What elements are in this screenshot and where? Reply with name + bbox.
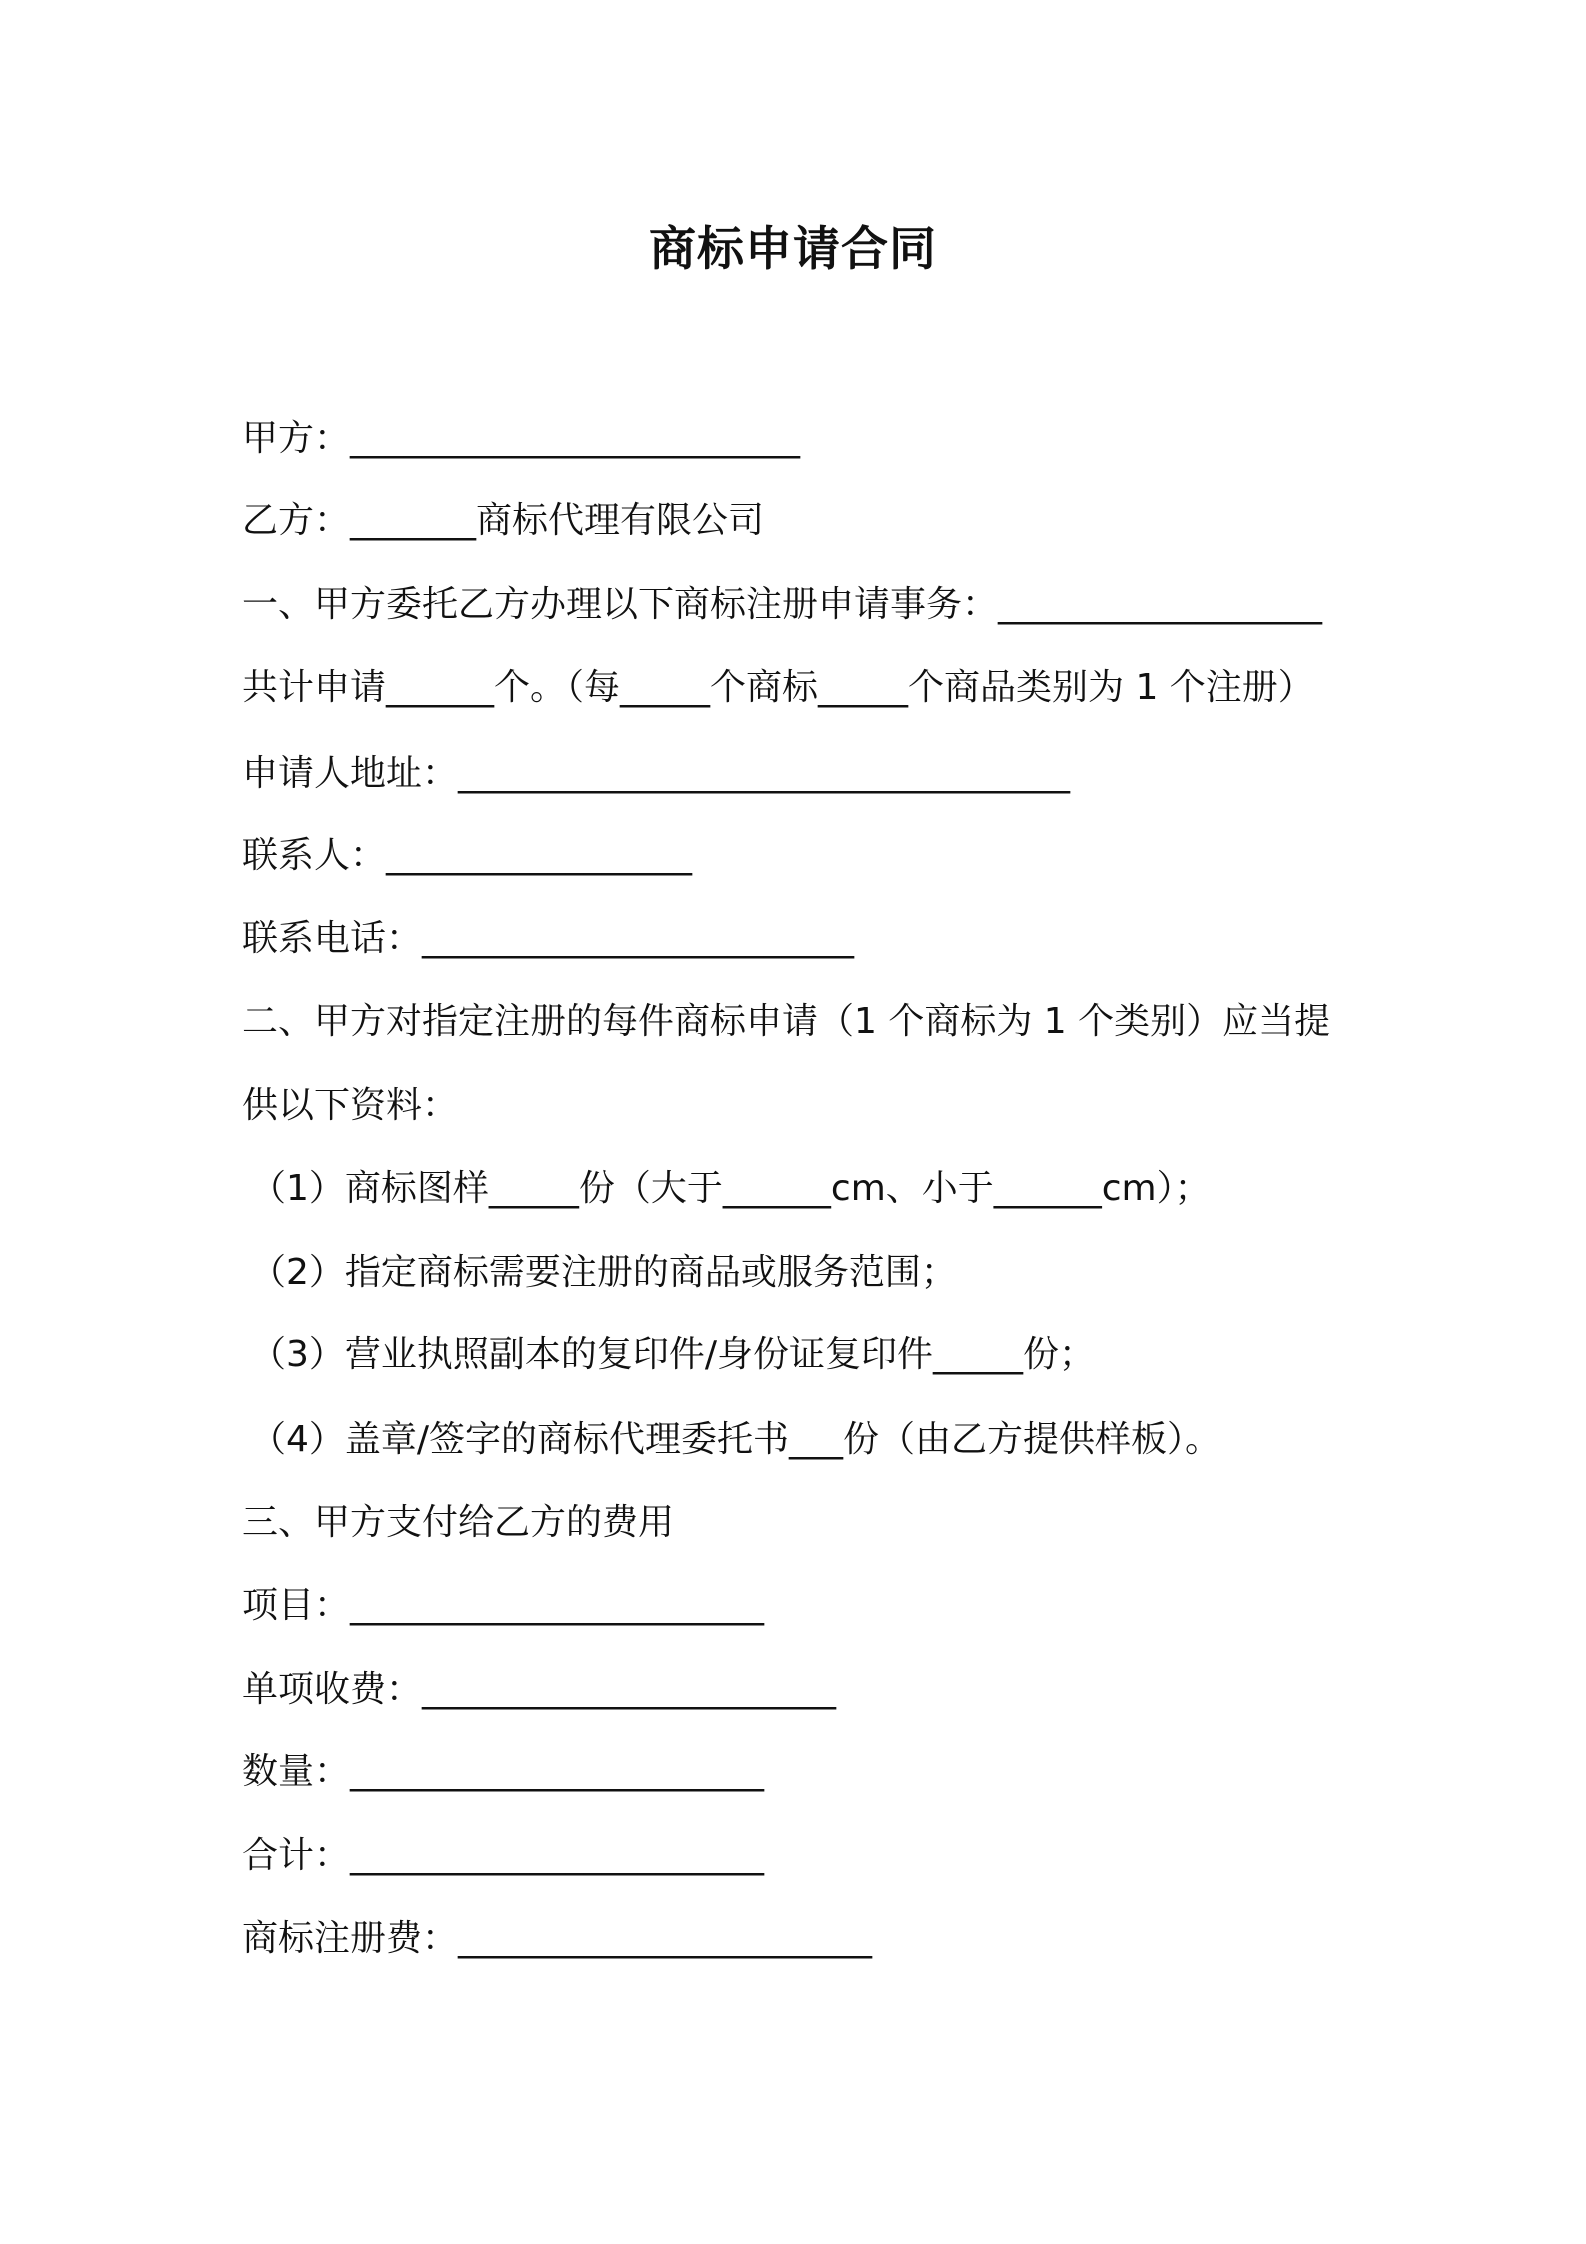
section-3-heading: 三、甲方支付给乙方的费用 (242, 1502, 675, 1543)
contact-person-line: 联系人：_________________ (242, 835, 693, 876)
party-a-line: 甲方：_________________________ (242, 418, 801, 459)
quantity-line: 数量：_______________________ (242, 1751, 765, 1792)
total-line: 合计：_______________________ (242, 1835, 765, 1876)
fee-item-line: 项目：_______________________ (242, 1585, 765, 1626)
materials-item-3: （3）营业执照副本的复印件/身份证复印件_____份； (250, 1334, 1096, 1375)
section-2-heading-line-1: 二、甲方对指定注册的每件商标申请（1 个商标为 1 个类别）应当提 (242, 1001, 1331, 1042)
unit-fee-line: 单项收费：_______________________ (242, 1669, 837, 1710)
contact-phone-line: 联系电话：________________________ (242, 918, 855, 959)
materials-item-2: （2）指定商标需要注册的商品或服务范围； (250, 1252, 957, 1293)
materials-item-4: （4）盖章/签字的商标代理委托书___份（由乙方提供样板）。 (250, 1419, 1222, 1460)
applicant-address-line: 申请人地址：__________________________________ (242, 753, 1071, 794)
registration-fee-line: 商标注册费：_______________________ (242, 1918, 873, 1959)
application-count-line: 共计申请______个。（每_____个商标_____个商品类别为 1 个注册） (242, 667, 1314, 708)
section-1-heading: 一、甲方委托乙方办理以下商标注册申请事务：__________________ (242, 584, 1323, 625)
section-2-heading-line-2: 供以下资料： (242, 1085, 459, 1126)
party-b-line: 乙方：_______商标代理有限公司 (242, 500, 765, 541)
materials-item-1: （1）商标图样_____份（大于______cm、小于______cm）； (250, 1168, 1211, 1209)
document-title: 商标申请合同 (649, 222, 937, 277)
